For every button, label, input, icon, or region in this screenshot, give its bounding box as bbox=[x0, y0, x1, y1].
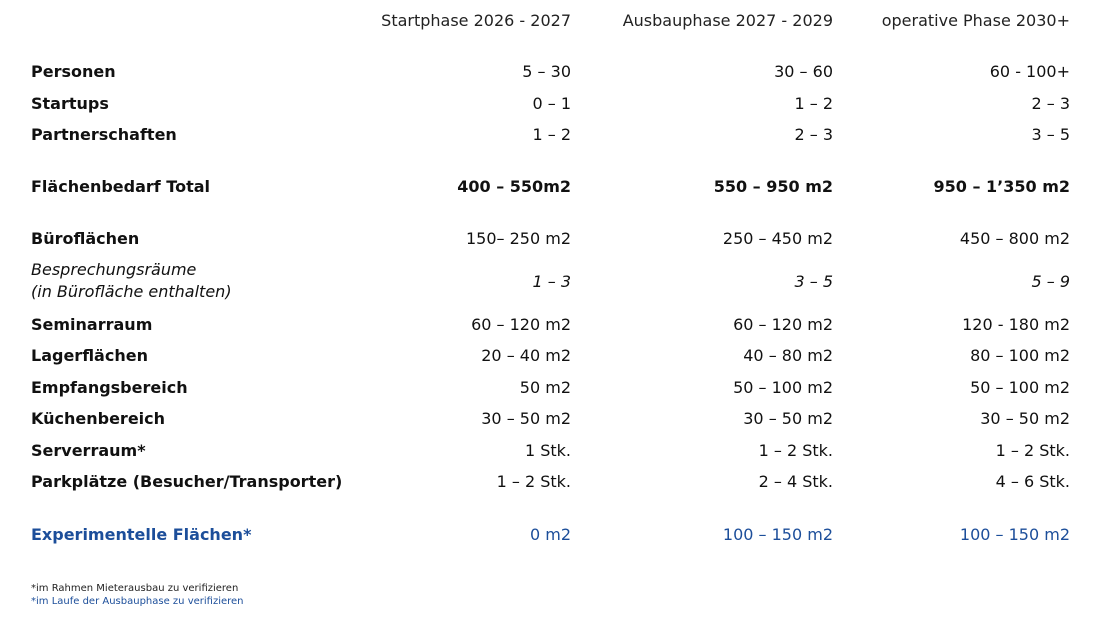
table-row-bueroflaechen bbox=[0, 228, 1100, 252]
row-value-startphase: 60 – 120 m2 bbox=[471, 315, 571, 334]
row-value-operative: 5 – 9 bbox=[1031, 272, 1070, 291]
row-label: Flächenbedarf Total bbox=[31, 177, 211, 196]
row-value-startphase: 0 m2 bbox=[529, 525, 571, 544]
row-value-startphase: 50 m2 bbox=[519, 378, 571, 397]
row-value-ausbauphase: 30 – 50 m2 bbox=[743, 409, 833, 428]
row-label: Startups bbox=[31, 94, 109, 113]
row-label: Serverraum* bbox=[31, 441, 146, 460]
row-value-ausbauphase: 250 – 450 m2 bbox=[722, 229, 833, 248]
row-label: Experimentelle Flächen* bbox=[31, 525, 252, 544]
table-row-serverraum bbox=[0, 440, 1100, 464]
table-row-seminarraum bbox=[0, 314, 1100, 338]
row-value-startphase: 30 – 50 m2 bbox=[481, 409, 571, 428]
row-value-operative: 30 – 50 m2 bbox=[980, 409, 1070, 428]
row-value-ausbauphase: 3 – 5 bbox=[794, 272, 833, 291]
row-value-startphase: 400 – 550m2 bbox=[457, 177, 571, 196]
row-label: Empfangsbereich bbox=[31, 378, 188, 397]
table-row-empfangsbereich bbox=[0, 377, 1100, 401]
row-value-operative: 3 – 5 bbox=[1031, 125, 1070, 144]
row-value-ausbauphase: 100 – 150 m2 bbox=[722, 525, 833, 544]
row-label-line1: Besprechungsräume bbox=[31, 260, 197, 279]
row-label: Personen bbox=[31, 62, 116, 81]
row-value-operative: 80 – 100 m2 bbox=[970, 346, 1070, 365]
row-value-startphase: 1 – 2 bbox=[532, 125, 571, 144]
footnote-ausbauphase: *im Laufe der Ausbauphase zu verifizieren bbox=[31, 596, 244, 607]
row-value-operative: 950 – 1’350 m2 bbox=[933, 177, 1070, 196]
table-row-startups bbox=[0, 93, 1100, 117]
row-value-startphase: 0 – 1 bbox=[532, 94, 571, 113]
row-value-ausbauphase: 2 – 4 Stk. bbox=[758, 472, 833, 491]
row-value-startphase: 5 – 30 bbox=[522, 62, 571, 81]
row-value-startphase: 1 – 3 bbox=[532, 272, 571, 291]
row-value-operative: 1 – 2 Stk. bbox=[995, 441, 1070, 460]
row-label: Partnerschaften bbox=[31, 125, 177, 144]
row-value-ausbauphase: 550 – 950 m2 bbox=[713, 177, 833, 196]
header-operative-phase: operative Phase 2030+ bbox=[881, 11, 1070, 30]
table-row-besprechungsraeume bbox=[0, 259, 1100, 305]
row-value-operative: 120 - 180 m2 bbox=[962, 315, 1070, 334]
footnote-mieterausbau: *im Rahmen Mieterausbau zu verifizieren bbox=[31, 583, 239, 594]
row-value-operative: 100 – 150 m2 bbox=[959, 525, 1070, 544]
row-value-operative: 4 – 6 Stk. bbox=[995, 472, 1070, 491]
row-label: Lagerflächen bbox=[31, 346, 148, 365]
table-row-flaechenbedarf-total bbox=[0, 176, 1100, 200]
table-row-parkplaetze bbox=[0, 471, 1100, 495]
row-label: Büroflächen bbox=[31, 229, 140, 248]
row-value-startphase: 150– 250 m2 bbox=[465, 229, 571, 248]
header-startphase: Startphase 2026 - 2027 bbox=[381, 11, 571, 30]
table-row-partnerschaften bbox=[0, 124, 1100, 148]
row-label: Seminarraum bbox=[31, 315, 153, 334]
table-row-personen bbox=[0, 61, 1100, 85]
row-value-startphase: 1 Stk. bbox=[524, 441, 571, 460]
row-label: Küchenbereich bbox=[31, 409, 166, 428]
row-value-startphase: 1 – 2 Stk. bbox=[496, 472, 571, 491]
row-value-ausbauphase: 2 – 3 bbox=[794, 125, 833, 144]
row-value-ausbauphase: 30 – 60 bbox=[774, 62, 833, 81]
row-value-operative: 60 - 100+ bbox=[989, 62, 1070, 81]
table-row-kuechenbereich bbox=[0, 408, 1100, 432]
row-value-ausbauphase: 1 – 2 bbox=[794, 94, 833, 113]
row-label-line2: (in Bürofläche enthalten) bbox=[31, 282, 232, 301]
row-value-ausbauphase: 40 – 80 m2 bbox=[743, 346, 833, 365]
header-ausbauphase: Ausbauphase 2027 - 2029 bbox=[622, 11, 833, 30]
row-value-operative: 2 – 3 bbox=[1031, 94, 1070, 113]
footnotes bbox=[31, 582, 244, 608]
row-value-startphase: 20 – 40 m2 bbox=[481, 346, 571, 365]
table-row-experimentelle-flaechen bbox=[0, 524, 1100, 548]
row-value-operative: 50 – 100 m2 bbox=[970, 378, 1070, 397]
row-label: Parkplätze (Besucher/Transporter) bbox=[31, 472, 343, 491]
row-value-ausbauphase: 1 – 2 Stk. bbox=[758, 441, 833, 460]
row-value-ausbauphase: 50 – 100 m2 bbox=[733, 378, 833, 397]
table-header bbox=[0, 10, 1100, 32]
row-value-ausbauphase: 60 – 120 m2 bbox=[733, 315, 833, 334]
table-row-lagerflaechen bbox=[0, 345, 1100, 369]
row-value-operative: 450 – 800 m2 bbox=[959, 229, 1070, 248]
